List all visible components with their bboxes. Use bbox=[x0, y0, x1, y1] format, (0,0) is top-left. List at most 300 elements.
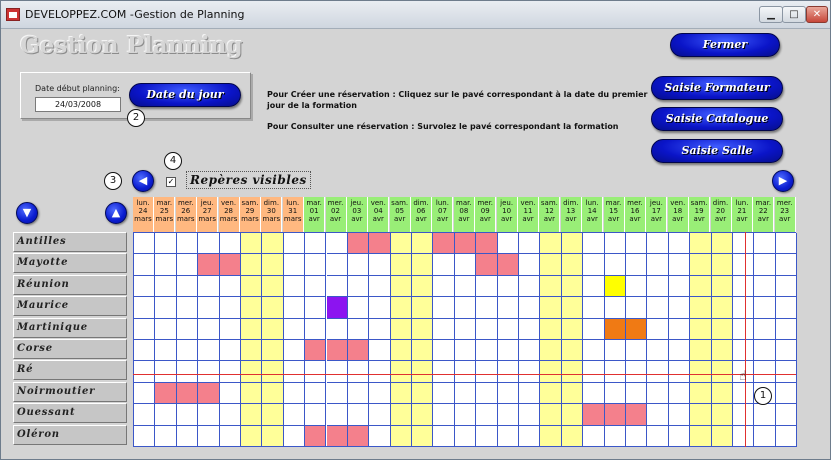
planning-cell[interactable] bbox=[241, 340, 262, 361]
planning-cell[interactable] bbox=[348, 404, 369, 425]
planning-cell[interactable] bbox=[605, 361, 626, 382]
planning-cell[interactable] bbox=[540, 319, 561, 340]
room-label[interactable]: Noirmoutier bbox=[13, 382, 127, 402]
planning-cell[interactable] bbox=[647, 319, 668, 340]
planning-cell[interactable] bbox=[647, 361, 668, 382]
planning-cell[interactable] bbox=[177, 426, 198, 447]
planning-cell[interactable] bbox=[412, 340, 433, 361]
planning-cell[interactable] bbox=[284, 340, 305, 361]
planning-cell[interactable] bbox=[391, 276, 412, 297]
planning-cell[interactable] bbox=[262, 383, 283, 404]
planning-cell[interactable] bbox=[583, 233, 604, 254]
planning-cell[interactable] bbox=[177, 297, 198, 318]
planning-cell[interactable] bbox=[220, 383, 241, 404]
planning-cell[interactable] bbox=[690, 276, 711, 297]
planning-cell[interactable] bbox=[519, 383, 540, 404]
reservation-cell[interactable] bbox=[348, 426, 369, 447]
planning-cell[interactable] bbox=[562, 361, 583, 382]
planning-cell[interactable] bbox=[305, 254, 326, 275]
reservation-cell[interactable] bbox=[583, 404, 604, 425]
planning-cell[interactable] bbox=[327, 383, 348, 404]
planning-cell[interactable] bbox=[733, 233, 754, 254]
planning-cell[interactable] bbox=[433, 361, 454, 382]
planning-cell[interactable] bbox=[690, 383, 711, 404]
planning-cell[interactable] bbox=[305, 233, 326, 254]
planning-cell[interactable] bbox=[327, 276, 348, 297]
planning-cell[interactable] bbox=[369, 383, 390, 404]
room-label[interactable]: Ouessant bbox=[13, 403, 127, 423]
planning-cell[interactable] bbox=[155, 297, 176, 318]
planning-cell[interactable] bbox=[220, 233, 241, 254]
planning-cell[interactable] bbox=[155, 426, 176, 447]
planning-cell[interactable] bbox=[348, 254, 369, 275]
planning-cell[interactable] bbox=[476, 383, 497, 404]
planning-cell[interactable] bbox=[540, 426, 561, 447]
planning-cell[interactable] bbox=[412, 276, 433, 297]
planning-cell[interactable] bbox=[626, 340, 647, 361]
planning-cell[interactable] bbox=[540, 254, 561, 275]
reservation-cell[interactable] bbox=[327, 297, 348, 318]
planning-cell[interactable] bbox=[669, 276, 690, 297]
planning-cell[interactable] bbox=[712, 361, 733, 382]
planning-cell[interactable] bbox=[327, 361, 348, 382]
planning-cell[interactable] bbox=[583, 276, 604, 297]
planning-cell[interactable] bbox=[605, 426, 626, 447]
planning-cell[interactable] bbox=[305, 319, 326, 340]
planning-cell[interactable] bbox=[177, 233, 198, 254]
planning-cell[interactable] bbox=[134, 297, 155, 318]
planning-cell[interactable] bbox=[583, 254, 604, 275]
date-du-jour-button[interactable]: Date du jour bbox=[129, 83, 241, 107]
reservation-cell[interactable] bbox=[305, 426, 326, 447]
room-label[interactable]: Ré bbox=[13, 360, 127, 380]
planning-cell[interactable] bbox=[455, 319, 476, 340]
planning-cell[interactable] bbox=[754, 233, 775, 254]
planning-cell[interactable] bbox=[284, 404, 305, 425]
planning-cell[interactable] bbox=[369, 297, 390, 318]
reservation-cell[interactable] bbox=[348, 340, 369, 361]
fermer-button[interactable]: Fermer bbox=[670, 33, 780, 57]
planning-cell[interactable] bbox=[327, 233, 348, 254]
planning-cell[interactable] bbox=[776, 426, 797, 447]
reservation-cell[interactable] bbox=[327, 340, 348, 361]
planning-cell[interactable] bbox=[626, 276, 647, 297]
planning-cell[interactable] bbox=[669, 361, 690, 382]
planning-cell[interactable] bbox=[305, 361, 326, 382]
planning-cell[interactable] bbox=[754, 276, 775, 297]
planning-cell[interactable] bbox=[241, 276, 262, 297]
planning-cell[interactable] bbox=[733, 340, 754, 361]
reservation-cell[interactable] bbox=[605, 276, 626, 297]
planning-cell[interactable] bbox=[134, 361, 155, 382]
planning-cell[interactable] bbox=[433, 276, 454, 297]
planning-cell[interactable] bbox=[455, 383, 476, 404]
saisie-formateur-button[interactable]: Saisie Formateur bbox=[651, 76, 783, 100]
planning-cell[interactable] bbox=[433, 319, 454, 340]
planning-cell[interactable] bbox=[540, 361, 561, 382]
planning-cell[interactable] bbox=[733, 276, 754, 297]
planning-cell[interactable] bbox=[690, 297, 711, 318]
planning-cell[interactable] bbox=[134, 254, 155, 275]
planning-cell[interactable] bbox=[733, 383, 754, 404]
planning-cell[interactable] bbox=[519, 426, 540, 447]
planning-cell[interactable] bbox=[519, 254, 540, 275]
planning-cell[interactable] bbox=[690, 233, 711, 254]
planning-cell[interactable] bbox=[605, 383, 626, 404]
planning-cell[interactable] bbox=[305, 297, 326, 318]
planning-cell[interactable] bbox=[433, 297, 454, 318]
planning-cell[interactable] bbox=[262, 276, 283, 297]
planning-cell[interactable] bbox=[262, 233, 283, 254]
planning-cell[interactable] bbox=[498, 383, 519, 404]
planning-cell[interactable] bbox=[155, 276, 176, 297]
planning-cell[interactable] bbox=[519, 340, 540, 361]
planning-cell[interactable] bbox=[733, 297, 754, 318]
planning-cell[interactable] bbox=[241, 426, 262, 447]
planning-cell[interactable] bbox=[519, 297, 540, 318]
planning-cell[interactable] bbox=[754, 426, 775, 447]
planning-cell[interactable] bbox=[369, 426, 390, 447]
planning-cell[interactable] bbox=[498, 361, 519, 382]
reservation-cell[interactable] bbox=[605, 319, 626, 340]
planning-cell[interactable] bbox=[177, 340, 198, 361]
planning-cell[interactable] bbox=[134, 276, 155, 297]
planning-cell[interactable] bbox=[647, 404, 668, 425]
planning-cell[interactable] bbox=[391, 404, 412, 425]
planning-cell[interactable] bbox=[519, 276, 540, 297]
room-label[interactable]: Oléron bbox=[13, 425, 127, 445]
planning-cell[interactable] bbox=[134, 383, 155, 404]
planning-cell[interactable] bbox=[284, 383, 305, 404]
planning-cell[interactable] bbox=[391, 319, 412, 340]
planning-cell[interactable] bbox=[540, 383, 561, 404]
planning-cell[interactable] bbox=[198, 340, 219, 361]
planning-cell[interactable] bbox=[669, 383, 690, 404]
planning-cell[interactable] bbox=[391, 254, 412, 275]
planning-cell[interactable] bbox=[241, 383, 262, 404]
planning-cell[interactable] bbox=[348, 276, 369, 297]
reservation-cell[interactable] bbox=[177, 383, 198, 404]
planning-cell[interactable] bbox=[562, 319, 583, 340]
planning-cell[interactable] bbox=[540, 276, 561, 297]
planning-cell[interactable] bbox=[433, 340, 454, 361]
planning-cell[interactable] bbox=[626, 426, 647, 447]
planning-cell[interactable] bbox=[647, 297, 668, 318]
planning-cell[interactable] bbox=[241, 233, 262, 254]
planning-cell[interactable] bbox=[412, 319, 433, 340]
planning-cell[interactable] bbox=[626, 297, 647, 318]
reservation-cell[interactable] bbox=[220, 254, 241, 275]
planning-cell[interactable] bbox=[690, 426, 711, 447]
room-label[interactable]: Antilles bbox=[13, 232, 127, 252]
planning-cell[interactable] bbox=[198, 276, 219, 297]
planning-cell[interactable] bbox=[669, 233, 690, 254]
room-label[interactable]: Martinique bbox=[13, 318, 127, 338]
planning-cell[interactable] bbox=[198, 233, 219, 254]
planning-cell[interactable] bbox=[647, 383, 668, 404]
reservation-cell[interactable] bbox=[369, 233, 390, 254]
planning-cell[interactable] bbox=[220, 426, 241, 447]
planning-cell[interactable] bbox=[455, 340, 476, 361]
planning-cell[interactable] bbox=[155, 254, 176, 275]
previous-period-button[interactable]: ◀ bbox=[132, 170, 154, 192]
planning-cell[interactable] bbox=[305, 276, 326, 297]
planning-cell[interactable] bbox=[712, 276, 733, 297]
planning-cell[interactable] bbox=[562, 297, 583, 318]
planning-cell[interactable] bbox=[412, 233, 433, 254]
planning-cell[interactable] bbox=[412, 383, 433, 404]
planning-cell[interactable] bbox=[776, 404, 797, 425]
planning-cell[interactable] bbox=[412, 426, 433, 447]
maximize-button[interactable]: □ bbox=[782, 6, 806, 23]
planning-cell[interactable] bbox=[476, 340, 497, 361]
planning-cell[interactable] bbox=[177, 254, 198, 275]
planning-cell[interactable] bbox=[134, 233, 155, 254]
planning-cell[interactable] bbox=[455, 361, 476, 382]
planning-cell[interactable] bbox=[455, 426, 476, 447]
planning-cell[interactable] bbox=[284, 276, 305, 297]
planning-cell[interactable] bbox=[220, 319, 241, 340]
next-period-button[interactable]: ▶ bbox=[772, 170, 794, 192]
planning-cell[interactable] bbox=[498, 297, 519, 318]
planning-cell[interactable] bbox=[476, 297, 497, 318]
planning-cell[interactable] bbox=[733, 254, 754, 275]
planning-cell[interactable] bbox=[562, 233, 583, 254]
planning-cell[interactable] bbox=[284, 361, 305, 382]
planning-cell[interactable] bbox=[690, 404, 711, 425]
planning-cell[interactable] bbox=[284, 254, 305, 275]
reservation-cell[interactable] bbox=[198, 254, 219, 275]
planning-cell[interactable] bbox=[583, 297, 604, 318]
planning-cell[interactable] bbox=[712, 233, 733, 254]
planning-cell[interactable] bbox=[712, 319, 733, 340]
planning-cell[interactable] bbox=[348, 297, 369, 318]
planning-cell[interactable] bbox=[776, 340, 797, 361]
planning-cell[interactable] bbox=[155, 340, 176, 361]
minimize-button[interactable]: ▁ bbox=[759, 6, 783, 23]
planning-cell[interactable] bbox=[647, 340, 668, 361]
planning-cell[interactable] bbox=[647, 426, 668, 447]
planning-cell[interactable] bbox=[134, 404, 155, 425]
planning-cell[interactable] bbox=[733, 319, 754, 340]
planning-cell[interactable] bbox=[562, 383, 583, 404]
planning-cell[interactable] bbox=[241, 254, 262, 275]
planning-cell[interactable] bbox=[754, 404, 775, 425]
planning-cell[interactable] bbox=[754, 297, 775, 318]
planning-cells[interactable] bbox=[133, 232, 796, 447]
planning-cell[interactable] bbox=[348, 319, 369, 340]
planning-cell[interactable] bbox=[455, 276, 476, 297]
planning-cell[interactable] bbox=[690, 319, 711, 340]
planning-cell[interactable] bbox=[498, 340, 519, 361]
planning-cell[interactable] bbox=[391, 297, 412, 318]
planning-cell[interactable] bbox=[198, 426, 219, 447]
planning-cell[interactable] bbox=[605, 233, 626, 254]
planning-cell[interactable] bbox=[583, 426, 604, 447]
planning-cell[interactable] bbox=[540, 404, 561, 425]
scroll-down-button[interactable]: ▼ bbox=[16, 202, 38, 224]
planning-cell[interactable] bbox=[712, 426, 733, 447]
planning-cell[interactable] bbox=[690, 340, 711, 361]
planning-cell[interactable] bbox=[476, 276, 497, 297]
planning-cell[interactable] bbox=[177, 276, 198, 297]
planning-cell[interactable] bbox=[241, 404, 262, 425]
planning-cell[interactable] bbox=[498, 426, 519, 447]
planning-cell[interactable] bbox=[305, 383, 326, 404]
planning-cell[interactable] bbox=[712, 254, 733, 275]
saisie-catalogue-button[interactable]: Saisie Catalogue bbox=[651, 107, 783, 131]
planning-cell[interactable] bbox=[369, 319, 390, 340]
planning-cell[interactable] bbox=[519, 404, 540, 425]
planning-cell[interactable] bbox=[669, 426, 690, 447]
planning-cell[interactable] bbox=[776, 361, 797, 382]
planning-cell[interactable] bbox=[476, 426, 497, 447]
planning-cell[interactable] bbox=[712, 340, 733, 361]
planning-cell[interactable] bbox=[476, 404, 497, 425]
planning-cell[interactable] bbox=[369, 404, 390, 425]
planning-cell[interactable] bbox=[754, 361, 775, 382]
planning-cell[interactable] bbox=[647, 276, 668, 297]
planning-cell[interactable] bbox=[262, 404, 283, 425]
planning-cell[interactable] bbox=[220, 340, 241, 361]
planning-cell[interactable] bbox=[669, 319, 690, 340]
planning-cell[interactable] bbox=[327, 319, 348, 340]
planning-cell[interactable] bbox=[712, 404, 733, 425]
planning-cell[interactable] bbox=[690, 254, 711, 275]
planning-cell[interactable] bbox=[583, 383, 604, 404]
planning-cell[interactable] bbox=[776, 254, 797, 275]
planning-cell[interactable] bbox=[733, 404, 754, 425]
reperes-checkbox[interactable]: ✓ bbox=[167, 177, 175, 186]
planning-cell[interactable] bbox=[262, 297, 283, 318]
planning-cell[interactable] bbox=[134, 319, 155, 340]
reservation-cell[interactable] bbox=[498, 254, 519, 275]
planning-cell[interactable] bbox=[754, 319, 775, 340]
planning-cell[interactable] bbox=[391, 361, 412, 382]
planning-cell[interactable] bbox=[540, 297, 561, 318]
planning-cell[interactable] bbox=[498, 276, 519, 297]
planning-cell[interactable] bbox=[198, 361, 219, 382]
planning-cell[interactable] bbox=[391, 426, 412, 447]
planning-cell[interactable] bbox=[327, 404, 348, 425]
planning-cell[interactable] bbox=[498, 404, 519, 425]
planning-cell[interactable] bbox=[605, 340, 626, 361]
room-label[interactable]: Corse bbox=[13, 339, 127, 359]
planning-cell[interactable] bbox=[284, 233, 305, 254]
planning-cell[interactable] bbox=[669, 297, 690, 318]
planning-cell[interactable] bbox=[220, 361, 241, 382]
planning-cell[interactable] bbox=[776, 383, 797, 404]
planning-cell[interactable] bbox=[669, 404, 690, 425]
planning-cell[interactable] bbox=[155, 319, 176, 340]
planning-cell[interactable] bbox=[155, 361, 176, 382]
planning-cell[interactable] bbox=[776, 276, 797, 297]
reservation-cell[interactable] bbox=[605, 404, 626, 425]
planning-cell[interactable] bbox=[733, 426, 754, 447]
reservation-cell[interactable] bbox=[348, 233, 369, 254]
planning-cell[interactable] bbox=[519, 233, 540, 254]
planning-cell[interactable] bbox=[241, 361, 262, 382]
planning-cell[interactable] bbox=[626, 254, 647, 275]
planning-cell[interactable] bbox=[391, 340, 412, 361]
planning-cell[interactable] bbox=[626, 233, 647, 254]
planning-cell[interactable] bbox=[348, 361, 369, 382]
date-start-field[interactable]: 24/03/2008 bbox=[35, 97, 121, 112]
room-label[interactable]: Réunion bbox=[13, 275, 127, 295]
planning-cell[interactable] bbox=[776, 319, 797, 340]
planning-cell[interactable] bbox=[776, 233, 797, 254]
planning-cell[interactable] bbox=[433, 254, 454, 275]
planning-cell[interactable] bbox=[476, 361, 497, 382]
planning-cell[interactable] bbox=[562, 404, 583, 425]
reservation-cell[interactable] bbox=[155, 383, 176, 404]
planning-cell[interactable] bbox=[134, 340, 155, 361]
planning-cell[interactable] bbox=[605, 254, 626, 275]
planning-cell[interactable] bbox=[412, 297, 433, 318]
planning-cell[interactable] bbox=[177, 361, 198, 382]
title-bar[interactable] bbox=[1, 1, 830, 29]
planning-cell[interactable] bbox=[369, 254, 390, 275]
planning-cell[interactable] bbox=[262, 340, 283, 361]
saisie-salle-button[interactable]: Saisie Salle bbox=[651, 139, 783, 163]
planning-cell[interactable] bbox=[155, 233, 176, 254]
reservation-cell[interactable] bbox=[626, 319, 647, 340]
planning-cell[interactable] bbox=[669, 254, 690, 275]
planning-cell[interactable] bbox=[155, 404, 176, 425]
reservation-cell[interactable] bbox=[433, 233, 454, 254]
planning-cell[interactable] bbox=[241, 319, 262, 340]
planning-cell[interactable] bbox=[626, 383, 647, 404]
planning-cell[interactable] bbox=[412, 361, 433, 382]
planning-cell[interactable] bbox=[562, 340, 583, 361]
planning-cell[interactable] bbox=[712, 383, 733, 404]
room-label[interactable]: Maurice bbox=[13, 296, 127, 316]
planning-cell[interactable] bbox=[626, 361, 647, 382]
planning-cell[interactable] bbox=[647, 254, 668, 275]
planning-cell[interactable] bbox=[369, 361, 390, 382]
planning-cell[interactable] bbox=[583, 340, 604, 361]
planning-cell[interactable] bbox=[540, 233, 561, 254]
scroll-up-button[interactable]: ▲ bbox=[105, 202, 127, 224]
planning-cell[interactable] bbox=[669, 340, 690, 361]
planning-cell[interactable] bbox=[433, 383, 454, 404]
planning-cell[interactable] bbox=[369, 276, 390, 297]
planning-cell[interactable] bbox=[284, 319, 305, 340]
planning-cell[interactable] bbox=[498, 319, 519, 340]
planning-cell[interactable] bbox=[540, 340, 561, 361]
planning-cell[interactable] bbox=[241, 297, 262, 318]
planning-cell[interactable] bbox=[476, 319, 497, 340]
planning-cell[interactable] bbox=[605, 297, 626, 318]
planning-cell[interactable] bbox=[327, 254, 348, 275]
reservation-cell[interactable] bbox=[626, 404, 647, 425]
planning-cell[interactable] bbox=[583, 319, 604, 340]
planning-cell[interactable] bbox=[712, 297, 733, 318]
planning-cell[interactable] bbox=[177, 319, 198, 340]
reservation-cell[interactable] bbox=[476, 254, 497, 275]
planning-cell[interactable] bbox=[284, 297, 305, 318]
planning-cell[interactable] bbox=[690, 361, 711, 382]
reservation-cell[interactable] bbox=[476, 233, 497, 254]
close-window-button[interactable]: ✕ bbox=[806, 6, 828, 23]
room-label[interactable]: Mayotte bbox=[13, 253, 127, 273]
planning-cell[interactable] bbox=[369, 340, 390, 361]
planning-cell[interactable] bbox=[498, 233, 519, 254]
planning-cell[interactable] bbox=[305, 404, 326, 425]
planning-cell[interactable] bbox=[198, 297, 219, 318]
planning-cell[interactable] bbox=[284, 426, 305, 447]
planning-cell[interactable] bbox=[519, 361, 540, 382]
